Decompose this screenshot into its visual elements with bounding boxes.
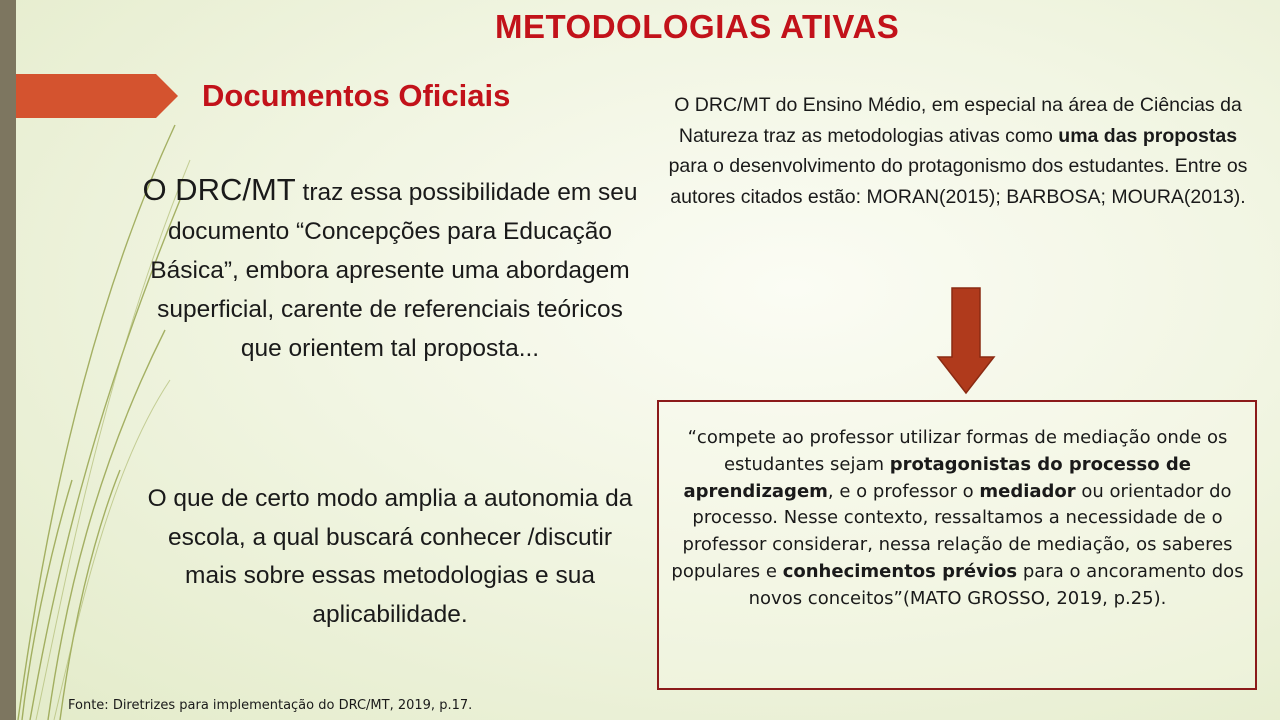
quote-bold-3: conhecimentos prévios bbox=[782, 560, 1018, 582]
section-banner bbox=[16, 74, 156, 118]
right-paragraph bbox=[668, 90, 1248, 212]
left-paragraph-2: O que de certo modo amplia a autonomia da escola, a qual buscará conhecer /discutir mais sobre essas metodologias e sua aplicabilidade. bbox=[147, 485, 633, 628]
quote-bold-1: protagonistas do processo de aprendizagem bbox=[683, 453, 1191, 502]
section-banner-arrow-tip bbox=[156, 74, 178, 118]
section-subtitle: Documentos Oficiais bbox=[202, 78, 511, 113]
quote-text bbox=[670, 425, 1245, 613]
source-citation: Fonte: Diretrizes para implementação do DRC/MT, 2019, p.17. bbox=[68, 698, 473, 713]
down-arrow-icon bbox=[936, 287, 996, 395]
quote-text-2: , e o professor o bbox=[827, 480, 980, 502]
quote-text-1: “compete ao professor utilizar formas de mediação onde os estudantes sejam bbox=[687, 427, 1228, 475]
left-paragraph-1 bbox=[140, 170, 640, 368]
quote-text-4: para o ancoramento dos novos conceitos”(MATO GROSSO, 2019, p.25). bbox=[748, 560, 1244, 609]
right-paragraph-text-1: O DRC/MT do Ensino Médio, em especial na área de Ciências da Natureza traz as metodologias ativas como bbox=[674, 94, 1242, 147]
left-paragraph-1-text: traz essa possibilidade em seu documento “Concepções para Educação Básica”, embora apresente uma abordagem superficial, carente de referenciais teóricos que orientem tal proposta... bbox=[150, 179, 638, 362]
quote-text-3: ou orientador do processo. Nesse contexto, ressaltamos a necessidade de o professor considerar, nessa relação de mediação, os saberes populares e bbox=[671, 480, 1233, 582]
left-paragraph-1-lead: O DRC/MT bbox=[142, 172, 296, 207]
right-paragraph-bold: uma das propostas bbox=[1058, 124, 1238, 147]
quote-bold-2: mediador bbox=[979, 480, 1076, 502]
page-title: METODOLOGIAS ATIVAS bbox=[495, 8, 900, 45]
right-paragraph-text-2: para o desenvolvimento do protagonismo dos estudantes. Entre os autores citados estão: MORAN(2015); BARBOSA; MOURA(2013). bbox=[668, 155, 1248, 208]
